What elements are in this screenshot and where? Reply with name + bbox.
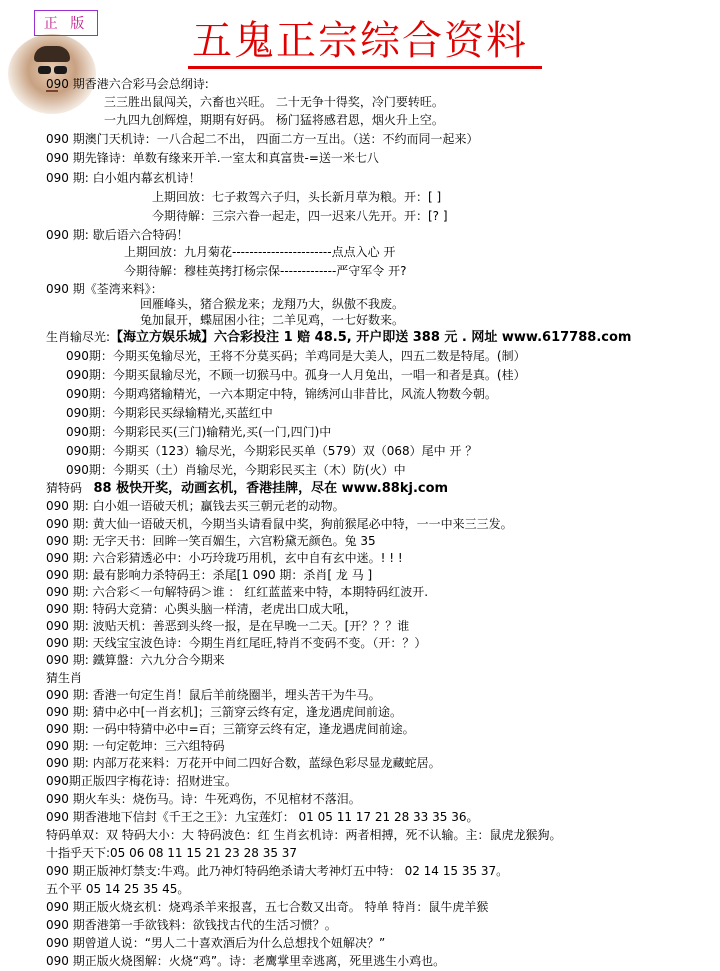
text-line: 特码单双：双 特码大小：大 特码波色：红 生肖玄机诗：两者相搏，死不认输。主：鼠虎龙猴狗。 xyxy=(46,828,562,842)
text-line: 090 期香港六合彩马会总纲诗: xyxy=(46,77,209,91)
text-line: 090 期: 波贴天机：善恶到头终一报，是在早晚一二天。[开？？？谁 xyxy=(46,619,410,633)
ad-text: 88 极快开奖，动画玄机，香港挂牌，尽在 www.88kj.com xyxy=(93,481,449,496)
page-title: 五鬼正宗综合资料 xyxy=(192,18,528,64)
text-line: 090 期: 六合彩猜透必中：小巧玲珑巧用机，玄中自有玄中迷。! ! ! xyxy=(46,551,403,565)
text-line: 五个平 05 14 25 35 45。 xyxy=(46,882,190,896)
text-line: 090 期澳门天机诗：一八合起二不出， 四面二方一互出。（送：不约而同一起来） xyxy=(46,132,479,146)
ad-label: 猜特码 xyxy=(46,481,83,495)
text-line: 090 期火车头：烧伤马。诗：牛死鸡伤，不见棺材不落泪。 xyxy=(46,792,361,806)
text-line: 上期回放：七子救驾六子归，头长新月草为粮。开：[ ] xyxy=(152,190,442,204)
text-line: 090 期: 白小姐一语破天机；贏钱去买三朝元老的动物。 xyxy=(46,499,345,513)
text-line: 090 期香港第一手欲钱料：欲钱找古代的生活习惯？。 xyxy=(46,918,337,932)
text-line: 今期待解：穆桂英拷打杨宗保-------------严守军令 开? xyxy=(124,264,407,278)
ad-line-2 xyxy=(46,480,448,497)
text-line: 090 期正版神灯禁支:牛鸡。此乃神灯特码绝杀请大考神灯五中特： 02 14 15 35 37。 xyxy=(46,864,509,878)
text-line: 090 期: 一句定乾坤：三六组特码 xyxy=(46,739,225,753)
section-heading: 猜生肖 xyxy=(46,671,83,685)
text-line: 090 期: 一码中特猜中必中=百；三箭穿云终有定，逢龙遇虎间前途。 xyxy=(46,722,415,736)
text-line: 090 期: 鐵算盤：六九分合今期来 xyxy=(46,653,225,667)
text-line: 090 期: 香港一句定生肖！鼠后羊前绕圈半，埋头苦干为牛马。 xyxy=(46,688,381,702)
text-line: 090 期: 六合彩＜一句解特码＞谁 ： 红红蓝蓝来中特，本期特码红波开. xyxy=(46,585,429,599)
avatar-glasses-right xyxy=(54,66,67,74)
title-underline xyxy=(188,66,542,69)
text-line: 090 期: 特码大竞猜：心舆头脑一样清，老虎出口成大吼， xyxy=(46,602,357,616)
ad-text: 【海立方娱乐城】六合彩投注 1 赔 48.5, 开户即送 388 元 . 网址 www.617788.com xyxy=(110,330,632,345)
text-line: 回雁峰头，猪合猴龙来；龙翔乃大，纵傲不我废。 xyxy=(140,297,405,311)
text-line: 090 期: 天线宝宝波色诗：今期生肖红尾旺,特肖不变码不变。（开：？） xyxy=(46,636,427,650)
text-line: 090期正版四字梅花诗：招财进宝。 xyxy=(46,774,237,788)
text-line: 今期待解：三宗六眷一起走，四一迟来八先开。开：[? ] xyxy=(152,209,448,223)
text-line: 兔加鼠开，蝶屈困小往；二羊见鸡，一七好数来。 xyxy=(140,313,405,327)
text-line: 090期：今期鸡猪输精光，一六本期定中特，锦绣河山非昔比，风流人物数今朝。 xyxy=(66,387,497,401)
text-line: 090 期正版火烧玄机：烧鸡杀羊来报喜，五七合数又出奇。 特单 特肖：鼠牛虎羊猴 xyxy=(46,900,489,914)
text-line: 090 期: 黄大仙一语破天机，今期当头请看鼠中奖，狗前猴尾必中特，一一中来三三发。 xyxy=(46,517,513,531)
text-line: 090 期香港地下信封《千王之王》：九宝莲灯： 01 05 11 17 21 28 33 35 36。 xyxy=(46,810,479,824)
text-line: 上期回放：九月菊花-----------------------点点入心 开 xyxy=(124,245,396,259)
text-line: 090期：今期买（土）肖输尽光，今期彩民买主（木）防(火）中 xyxy=(66,463,406,477)
text-line: 090 期曾道人说：“男人二十喜欢酒后为什么总想找个妞解决？” xyxy=(46,936,386,950)
text-line: 一九四九创辉煌，期期有好码。 杨门猛将感君恩，烟火升上空。 xyxy=(104,113,444,127)
authentic-badge: 正 版 xyxy=(34,10,98,36)
text-line: 090期：今期彩民买(三门)输精光,买(一门,四门)中 xyxy=(66,425,332,439)
avatar-glasses-left xyxy=(38,66,51,74)
text-line: 090 期: 无字天书：回眸一笑百媚生，六宫粉黛无颜色。兔 35 xyxy=(46,534,376,548)
text-line: 090期：今期彩民买绿输精光,买蓝红中 xyxy=(66,406,273,420)
ad-line-1 xyxy=(46,329,631,346)
text-line: 090 期正版火烧图解：火烧“鸡”。诗：老鹰掌里幸逃离，死里逃生小鸡也。 xyxy=(46,954,446,968)
text-line: 090期：今期买鼠输尽光，不顾一切猴马中。孤身一人月兔出，一唱一和者是真。(桂） xyxy=(66,368,526,382)
text-line: 090 期: 猜中必中[一肖玄机]；三箭穿云终有定，逢龙遇虎间前途。 xyxy=(46,705,402,719)
text-line: 090期：今期买（123）输尽光，今期彩民买单（579）双（068）尾中 开 ？ xyxy=(66,444,478,458)
text-line: 三三胜出鼠闯关，六畜也兴旺。 二十无争十得奖，冷门要转旺。 xyxy=(104,95,444,109)
text-line: 090 期: 最有影响力杀特码王：杀尾[1 090 期：杀肖[ 龙 马 ] xyxy=(46,568,373,582)
text-line: 090 期: 歇后语六合特码！ xyxy=(46,228,189,242)
text-line: 090期：今期买兔输尽光，王将不分莫买码；羊鸡同是大美人，四五二数是特尾。(制） xyxy=(66,349,526,363)
text-line: 090 期先锋诗：单数有缘来开羊.一室太和真富贵-=送一米七八 xyxy=(46,151,379,165)
text-line: 090 期: 白小姐内幕玄机诗！ xyxy=(46,171,201,185)
text-line: 090 期《荃湾来料》： xyxy=(46,282,163,296)
text-line: 十指乎天下:05 06 08 11 15 21 23 28 35 37 xyxy=(46,846,298,860)
text-line: 090 期: 内部万花来料：万花开中间二四好合数，蓝绿色彩尽显龙藏蛇居。 xyxy=(46,756,441,770)
ad-label: 生肖输尽光: xyxy=(46,330,111,344)
